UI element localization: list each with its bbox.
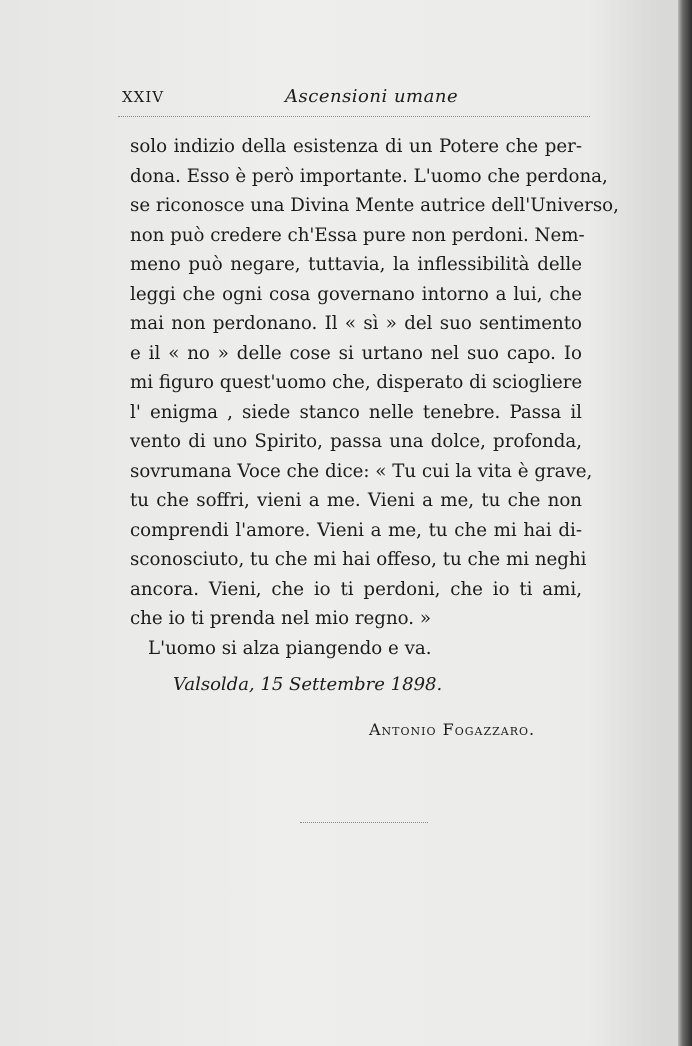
text-line: se riconosce una Divina Mente autrice dell'Universo, — [130, 195, 619, 216]
header-rule — [118, 116, 590, 117]
text-line: tu che soffri, vieni a me. Vieni a me, tu che non — [130, 490, 582, 511]
running-head — [122, 88, 592, 112]
dateline: Valsolda, 15 Settembre 1898. — [173, 674, 443, 695]
text-line: sconosciuto, tu che mi hai offeso, tu che mi neghi — [130, 549, 587, 570]
text-line: mai non perdonano. Il « sì » del suo sentimento — [130, 313, 582, 334]
body-text — [130, 132, 619, 663]
author-signature: Antonio Fogazzaro. — [369, 720, 536, 739]
running-title: Ascensioni umane — [285, 86, 459, 107]
text-line: che io ti prenda nel mio regno. » — [130, 608, 431, 629]
text-line: comprendi l'amore. Vieni a me, tu che mi hai di- — [130, 519, 582, 541]
page-number: XXIV — [122, 88, 165, 106]
text-line: l' enigma , siede stanco nelle tenebre. Passa il — [130, 401, 582, 423]
text-line: leggi che ogni cosa governano intorno a lui, che — [130, 283, 582, 305]
text-line: ancora. Vieni, che io ti perdoni, che io ti ami, — [130, 578, 582, 600]
text-line: sovrumana Voce che dice: « Tu cui la vita è grave, — [130, 460, 593, 482]
text-line: e il « no » delle cose si urtano nel suo capo. Io — [130, 342, 582, 364]
text-line: vento di uno Spirito, passa una dolce, profonda, — [130, 431, 582, 452]
end-rule — [300, 822, 428, 823]
text-line: mi figuro quest'uomo che, disperato di sciogliere — [130, 372, 583, 393]
text-line: L'uomo si alza piangendo e va. — [148, 637, 432, 659]
text-line: solo indizio della esistenza di un Potere che per- — [130, 136, 582, 157]
text-line: non può credere ch'Essa pure non perdoni. Nem- — [130, 224, 585, 246]
text-line: dona. Esso è però importante. L'uomo che perdona, — [130, 165, 608, 187]
binding-edge — [678, 0, 692, 1046]
text-line: meno può negare, tuttavia, la inflessibilità delle — [130, 254, 582, 275]
